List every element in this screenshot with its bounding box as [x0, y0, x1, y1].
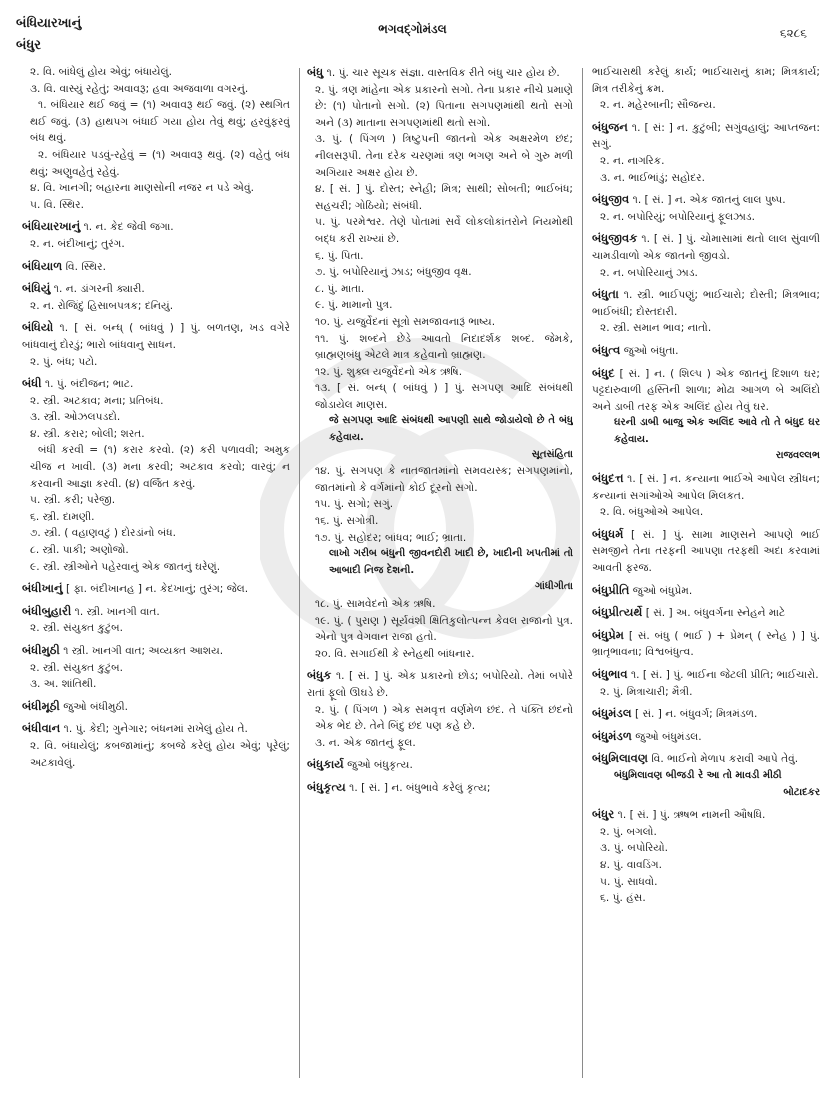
entry-headword: બંધીમૂઠી	[22, 698, 60, 713]
running-title: ભગવદ્ગોમંડલ	[378, 22, 447, 36]
entry-sense: ૨. વિ. બંધુઓએ આપેલ.	[600, 506, 704, 519]
entry-headword: બંધિયાળ	[22, 258, 63, 273]
entry-sense: ૨. સ્ત્રી. સમાન ભાવ; નાતો.	[600, 322, 712, 335]
entry-main: વિ. ભાઈનો મેળાપ કરાવી આપે તેવું.	[651, 753, 799, 766]
dictionary-entry	[592, 365, 820, 466]
entry-main: [ સં. ] ન. બંધુવર્ગ; મિત્રમંડળ.	[634, 708, 758, 721]
entry-sense: ૧૫. પું. સગો; સગું.	[315, 498, 394, 511]
entry-headword: બંધુપ્રેમ	[592, 627, 624, 642]
entry-headword: બંધીખાનું	[22, 581, 63, 596]
entry-sense: ૧૩. [ સં. બન્ધ્ ( બાંધવું ) ] પું. સગપણ આદિ સંબંધથી જોડાયેલ માણસ.	[315, 382, 573, 411]
entry-sense: ૬. સ્ત્રી. દામણી.	[30, 510, 95, 523]
entry-sense: ૩. ન. એક જાતનું ફૂલ.	[315, 736, 416, 749]
page-header	[0, 0, 825, 62]
entry-sense: ૨. પું. બગલો.	[600, 825, 657, 838]
entry-quote-source: બોટાદકર	[783, 786, 820, 798]
entry-headword: બંધુભાવ	[592, 667, 628, 681]
entry-main: વિ. સ્થિર.	[65, 260, 106, 273]
entry-sense: ૪. [ સં. ] પું. દોસ્ત; સ્નેહી; મિત્ર; સાથી; સોબતી; ભાઈબંધ; સહચરી; ગોઠિયો; સંબંધી.	[315, 183, 573, 212]
entry-sense: ૯. સ્ત્રી. સ્ત્રીઓને પહેરવાનું એક જાતનું ઘરેણું.	[30, 560, 221, 573]
entry-quote: બંધુમિલાવણ બીજડી રે આ તો માવડી મીઠી	[614, 769, 782, 781]
dictionary-entry	[592, 526, 820, 577]
dictionary-entry	[22, 580, 290, 598]
entry-quote-source: સૂતસંહિતા	[531, 448, 573, 460]
entry-sense: ૨. ન. બંદીખાનું; તુરંગ.	[30, 237, 125, 250]
entry-main: ૧. [ સં. ] ન. બંધુભાવે કરેલું કૃત્ય;	[349, 781, 491, 794]
column-divider	[299, 68, 300, 1078]
entry-sense: ૧૮. પું. સામવેદનો એક ઋષિ.	[315, 598, 436, 610]
entry-main: ૧. [ સં. ] પું. ઋષભ નામની ઔષધિ.	[617, 809, 766, 822]
entry-main: જુઓ બંધુકૃત્ય.	[347, 759, 413, 772]
entry-headword: બંધુપ્રીતિ	[592, 582, 630, 597]
entry-headword: બંધુ	[307, 65, 324, 79]
dictionary-entry	[22, 218, 290, 252]
entry-main: ૧. [ સં. ] ન. એક જાતનું લાલ પુષ્પ.	[632, 194, 786, 207]
entry-main: [ સં. બંધુ ( ભાઈ ) + પ્રેમન્ ( સ્નેહ ) ] પું. ભ્રાતૃભાવના; વિશ્વબંધુત્વ.	[592, 629, 820, 659]
entry-main: ૧. પું. ચાર સૂચક સંજ્ઞા. વાસ્તવિક રીતે બંધુ ચાર હોય છે.	[326, 67, 560, 79]
entry-main: [ સં. ] પું. સામા માણસને આપણે ભાઈ સમજીને તેના તરફની આપણા તરફથી અદા કરવામાં આવતી ફરજ.	[592, 528, 820, 575]
entry-headword: બંધુદત્ત	[592, 471, 624, 486]
entry-headword: બંધુતા	[592, 287, 619, 302]
entry-main: ૧ સ્ત્રી. ખાનગી વાત; અવ્યક્ત આશય.	[63, 645, 224, 657]
dictionary-entry	[592, 286, 820, 337]
dictionary-entry	[592, 750, 820, 801]
entry-main: જુઓ બંધુતા.	[623, 344, 679, 357]
entry-sense: ૪. સ્ત્રી. કરાર; બોલી; શરત.	[30, 427, 145, 440]
dictionary-entry	[22, 258, 290, 276]
entry-main: ૧. [ સં. ] પું. એક પ્રકારનો છોડ; બપોરિયો. તેમાં બપોરે રાતાં ફૂલો ઊઘડે છે.	[307, 670, 573, 699]
entry-sense: ૨. ન. બપોરિયું; બપોરિયાનું ફૂલઝાડ.	[600, 210, 755, 223]
dictionary-entry	[22, 319, 290, 370]
entry-sense: ૩. પું. બપોરિયો.	[600, 842, 668, 855]
entry-sense: ૨. ન. રોજિંદું હિસાબપત્રક; દનિયું.	[30, 299, 174, 312]
dictionary-columns	[22, 64, 820, 1089]
dictionary-entry	[592, 666, 820, 700]
dictionary-entry	[22, 642, 290, 693]
entry-main: ૧. [ સં. ] ન. કન્યાના ભાઈએ આપેલ સ્ત્રીધન; કન્યાનાં સગાંઓએ આપેલ મિલકત.	[592, 473, 820, 502]
entry-idiom: ૧. બંધિયાર થઈ જવું = (૧) અવાવરૂ થઈ જવું. (૨) સ્થગિત થઈ જવું. (૩) હાથપગ બંધાઈ ગયા હોય તેવું થવું; હરવુંફરવું બંધ થવું.	[30, 99, 290, 145]
dictionary-entry	[22, 64, 290, 213]
entry-sense: ૨. સ્ત્રી. સંયુક્ત કુટુંબ.	[30, 661, 123, 674]
entry-main: ૧. પું. બંદીજન; ભાટ.	[44, 378, 134, 391]
column-1	[22, 64, 290, 1084]
entry-idiom: ૨. બંધિયાર પડવું-રહેવું = (૧) અવાવરૂ થવું. (૨) વહેતું બંધ થવું; અણુવહેતું રહેવું.	[30, 148, 290, 178]
entry-sense: ૨. વિ. બાંધેલું હોય એવું; બંધાયેલું.	[30, 66, 172, 78]
entry-headword: બંધી	[22, 376, 42, 391]
entry-quote: લાખો ગરીબ બંધુની જીવનદોરી ખાદી છે, ખાદીની ખપતીમાં તો આબાદી નિજ દેશની.	[329, 548, 573, 576]
entry-idiom: બંધી કરવી = (૧) કરાર કરવો. (૨) કરી પળાવવી; અમુક ચીજ ન ખાવી. (૩) મના કરવી; અટકાવ કરવો; વારવું; ન કરવાની આજ્ઞા કરવી. (૪) વર્જિત કરવું.	[30, 444, 290, 490]
entry-main: ૧. સ્ત્રી. ભાઈપણું; ભાઈચારો; દોસ્તી; મિત્રભાવ; ભાઈબંધી; દોસ્તદારી.	[592, 289, 820, 318]
column-3	[592, 64, 820, 1084]
entry-main: ૧. ન. ડાંગરની ક્યારી.	[53, 283, 145, 296]
entry-headword: બંધુપ્રીત્યર્થે	[592, 605, 643, 620]
dictionary-entry	[592, 470, 820, 521]
entry-main: જુઓ બંધુમંડલ.	[635, 730, 702, 743]
entry-sense: ૧૧. પું. શબ્દને છેડે આવતો નિદાદર્શક શબ્દ. જેમકે, બ્રાહ્મણબંધુ એટલે માત્ર કહેવાનો બ્રાહ્મણ.	[315, 332, 573, 362]
entry-sense: ૨. પું. ( પિંગળ ) એક સમવૃત્ત વર્ણમેળ છંદ. તે પંક્તિ છંદનો એક ભેદ છે. તેને બિંદુ છંદ પણ કહે છે.	[315, 703, 573, 733]
entry-sense: ૨. સ્ત્રી. સંયુક્ત કુટુંબ.	[30, 622, 123, 635]
dictionary-entry	[307, 756, 573, 774]
entry-sense: ૩. વિ. વાસ્યું રહેતું; અવાવરૂ; હવા અજવાળા વગરનું.	[30, 82, 249, 95]
entry-sense: ૧૯. પું. ( પુરાણ ) સૂર્યવંશી ક્ષિતિકુલોત્પન્ન કેવલ રાજાનો પુત્ર. એનો પુત્ર વેગવાન રાજા હતો.	[315, 614, 573, 644]
dictionary-entry	[592, 582, 820, 600]
entry-headword: બંધુકૃત્ય	[307, 779, 346, 794]
dictionary-entry	[307, 667, 573, 751]
guide-word-bottom: બંધુર	[16, 38, 41, 53]
entry-sense: ૨. પું. ત્રણ માંહેના એક પ્રકારનો સગો. તેના પ્રકાર નીચે પ્રમાણે છે: (૧) પોતાનો સગો. (૨) પિતાના સગપણમાંથી થતો સગો અને (૩) માતાના સગપણમાંથી થતો સગો.	[315, 83, 573, 129]
entry-main: ૧. [ સં. ] પું. ભાઈના જેટલી પ્રીતિ; ભાઈચારો.	[630, 669, 819, 681]
entry-sense: ૨. ન. નાગરિક.	[600, 154, 665, 167]
column-2	[307, 64, 573, 1084]
entry-headword: બંધુકાર્ય	[307, 757, 344, 772]
entry-sense: ૨. ન. બપોરિયાનું ઝાડ.	[600, 266, 698, 279]
entry-main: ૧. [ સં. બન્ધ્ ( બાંધવું ) ] પું. બળતણ, ખડ વગેરે બાંધવાનું દોરડું; ભારો બાંધવાનુ સાધન.	[22, 322, 290, 351]
entry-main: [ સં. ] અ. બંધુવર્ગના સ્નેહને માટે	[645, 607, 786, 620]
entry-sense: ૮. પું. માતા.	[315, 282, 365, 295]
entry-headword: બંધિયો	[22, 320, 54, 335]
entry-sense: ૧૨. પું. શુક્લ યજુર્વેદનો એક ઋષિ.	[315, 365, 463, 378]
column-divider	[582, 68, 583, 1078]
entry-headword: બંધુધર્મ	[592, 526, 624, 541]
entry-quote-source: ગાંધીગીતા	[535, 581, 573, 593]
entry-sense: ૨. પું. મિત્રાચારી; મૈત્રી.	[600, 685, 693, 698]
dictionary-entry	[592, 604, 820, 622]
entry-sense: ૧૦. પું. યજુર્વેદનાં સૂત્રો સમજાવનારૂં ભાષ્ય.	[315, 315, 496, 328]
entry-headword: બંધિયું	[22, 281, 51, 296]
dictionary-entry	[592, 705, 820, 723]
entry-quote-source: રાજવલ્લભ	[775, 450, 820, 462]
entry-sense: ૮. સ્ત્રી. પાકી; અણોજો.	[30, 544, 129, 557]
entry-main: જુઓ બંધીમુઠી.	[63, 700, 129, 713]
entry-headword: બંધુત્વ	[592, 342, 621, 357]
dictionary-entry	[22, 698, 290, 716]
entry-headword: બંધુજન	[592, 119, 628, 134]
dictionary-entry	[22, 280, 290, 314]
entry-sense: ૩. અ. શાંતિથી.	[30, 678, 97, 691]
dictionary-entry	[22, 720, 290, 771]
entry-main: ૧. [ સં. ] પું. ચોમાસામાં થતો લાલ સુંવાળી ચામડીવાળો એક જાતનો જીવડો.	[592, 233, 820, 262]
entry-sense: ૩. પું. ( પિંગળ ) ત્રિષ્ટુપની જાતનો એક અક્ષરમેળ છંદ; નીલસરૂપી. તેના દરેક ચરણમાં ત્રણ ભગણ અને બે ગુરુ મળી અગિયાર અક્ષર હોય છે.	[315, 133, 573, 179]
entry-headword: બંધીબુહારી	[22, 603, 72, 618]
entry-main: ૧. પું. કેદી; ગુનેગાર; બંધનમાં રાખેલું હોય તે.	[63, 723, 248, 736]
dictionary-entry	[22, 375, 290, 575]
entry-headword: બંધુજીવ	[592, 192, 630, 207]
entry-headword: બંધીમુઠી	[22, 643, 60, 657]
dictionary-entry	[307, 64, 573, 662]
entry-sense: ૫. વિ. સ્થિર.	[30, 198, 85, 211]
entry-sense: ૫. પું. પરમેશ્વર. તેણે પોતામાં સર્વે લોકલોકાંતરોને નિયમોથી બદ્ધ કરી રાખ્યાં છે.	[315, 216, 573, 245]
dictionary-entry	[592, 119, 820, 186]
entry-sense: ૬. પું. હંસ.	[600, 892, 646, 905]
entry-sense: ૨. પું. બંધ; પટો.	[30, 355, 98, 368]
entry-headword: બંધુજીવક	[592, 231, 638, 246]
dictionary-entry	[592, 64, 820, 114]
entry-sense: ૬. પું. પિતા.	[315, 249, 364, 262]
entry-headword: બંધુદ	[592, 365, 615, 380]
entry-sense: ૭. પું. બપોરિયાનું ઝાડ; બંધુજીવ વૃક્ષ.	[315, 266, 472, 279]
dictionary-entry	[592, 191, 820, 225]
entry-sense: ૯. પું. મામાનો પુત્ર.	[315, 299, 393, 312]
entry-headword: બંધિયારખાનું	[22, 219, 81, 234]
entry-sense: ૫. પું. સાધવો.	[600, 875, 658, 888]
entry-sense: ૪. વિ. ખાનગી; બહારના માણસોની નજર ન પડે એવું.	[30, 182, 254, 195]
entry-sense: ૨૦. વિ. સગાઈથી કે સ્નેહથી બાંધનાર.	[315, 647, 475, 660]
entry-headword: બંધુર	[592, 807, 615, 822]
entry-main: જુઓ બંધુપ્રેમ.	[632, 584, 693, 597]
entry-sense: ૧૭. પું. સહોદર; બાંધવ; ભાઈ; ભ્રાતા.	[315, 531, 467, 544]
entry-main: ભાઈચારાથી કરેલું કાર્ય; ભાઈચારાનું કામ; મિત્રકાર્ય; મિત્ર તરીકેનું ક્રમ.	[592, 66, 820, 95]
page-number: ૬૨૮૬	[779, 26, 807, 40]
entry-main: ૧. ન. કેદ જેવી જગા.	[83, 221, 174, 234]
entry-headword: બંધુમિલાવણ	[592, 751, 649, 766]
dictionary-entry	[592, 627, 820, 661]
entry-sense: ૨. સ્ત્રી. અટકાવ; મના; પ્રતિબંધ.	[30, 394, 164, 407]
entry-sense: ૧૪. પું. સગપણ કે નાતજાતમાંનો સમવયસ્ક; સગપણમાંનો, જાતમાંનો કે વર્ગમાંનો કોઈ દૂરનો સગો.	[315, 465, 573, 494]
entry-headword: બંધીવાન	[22, 721, 61, 736]
entry-sense: ૨. વિ. બંધાયેલું; કબજામાંનું; કબજે કરેલું હોય એવું; પૂરેલું; અટકાવેલું.	[30, 739, 290, 769]
entry-sense: ૩. સ્ત્રી. ઓઝલપડદો.	[30, 411, 121, 424]
entry-sense: ૫. સ્ત્રી. કરી; પરેજી.	[30, 494, 116, 507]
entry-main: ૧. સ્ત્રી. ખાનગી વાત.	[74, 605, 160, 618]
entry-headword: બંધુમંડલ	[592, 706, 632, 721]
dictionary-entry	[592, 728, 820, 746]
entry-sense: ૭. સ્ત્રી. ( વહાણવટું ) દોરડાંનો બંધ.	[30, 527, 176, 540]
entry-headword: બંધુમંડળ	[592, 728, 632, 743]
entry-sense: ૧૬. પું. સગોત્રી.	[315, 515, 379, 528]
dictionary-entry	[22, 603, 290, 637]
entry-quote: ઘરની ડાબી બાજુ એક અલિંદ આવે તો તે બંધુદ ઘર કહેવાય.	[614, 417, 820, 445]
entry-sense: ૪. પું. વાવડિંગ.	[600, 858, 663, 871]
entry-sense: ૩. ન. ભાઈભાંડું; સહોદર.	[600, 171, 706, 184]
entry-quote: જે સગપણ આદિ સંબંધથી આપણી સાથે જોડાયેલો છે તે બંધુ કહેવાય.	[329, 415, 573, 444]
entry-main: ૧. [ સં: ] ન. કુટુંબી; સગુંવહાલું; આપ્તજન: સગું.	[592, 121, 820, 151]
dictionary-entry	[592, 342, 820, 360]
guide-word-top: બંધિયારખાનું	[16, 16, 82, 31]
entry-main: [ ફા. બંદીખાનહ ] ન. કેદખાનું; તુરંગ; જેલ.	[65, 583, 249, 596]
dictionary-entry	[592, 230, 820, 281]
entry-main: [ સં. ] ન. ( શિલ્પ ) એક જાતનું દિશાળ ઘર; પટ્ટદારુવાળી હસ્તિની શાળા; મોઢા આગળ બે અલિંદો અને ડાબી તરફ એક અલિંદ હોય તેવું ઘર.	[592, 367, 820, 413]
entry-headword: બંધુક	[307, 668, 332, 683]
entry-sense: ૨. ન. મહેરબાની; સૌજન્ય.	[600, 99, 716, 112]
dictionary-entry	[592, 806, 820, 907]
dictionary-entry	[307, 779, 573, 797]
